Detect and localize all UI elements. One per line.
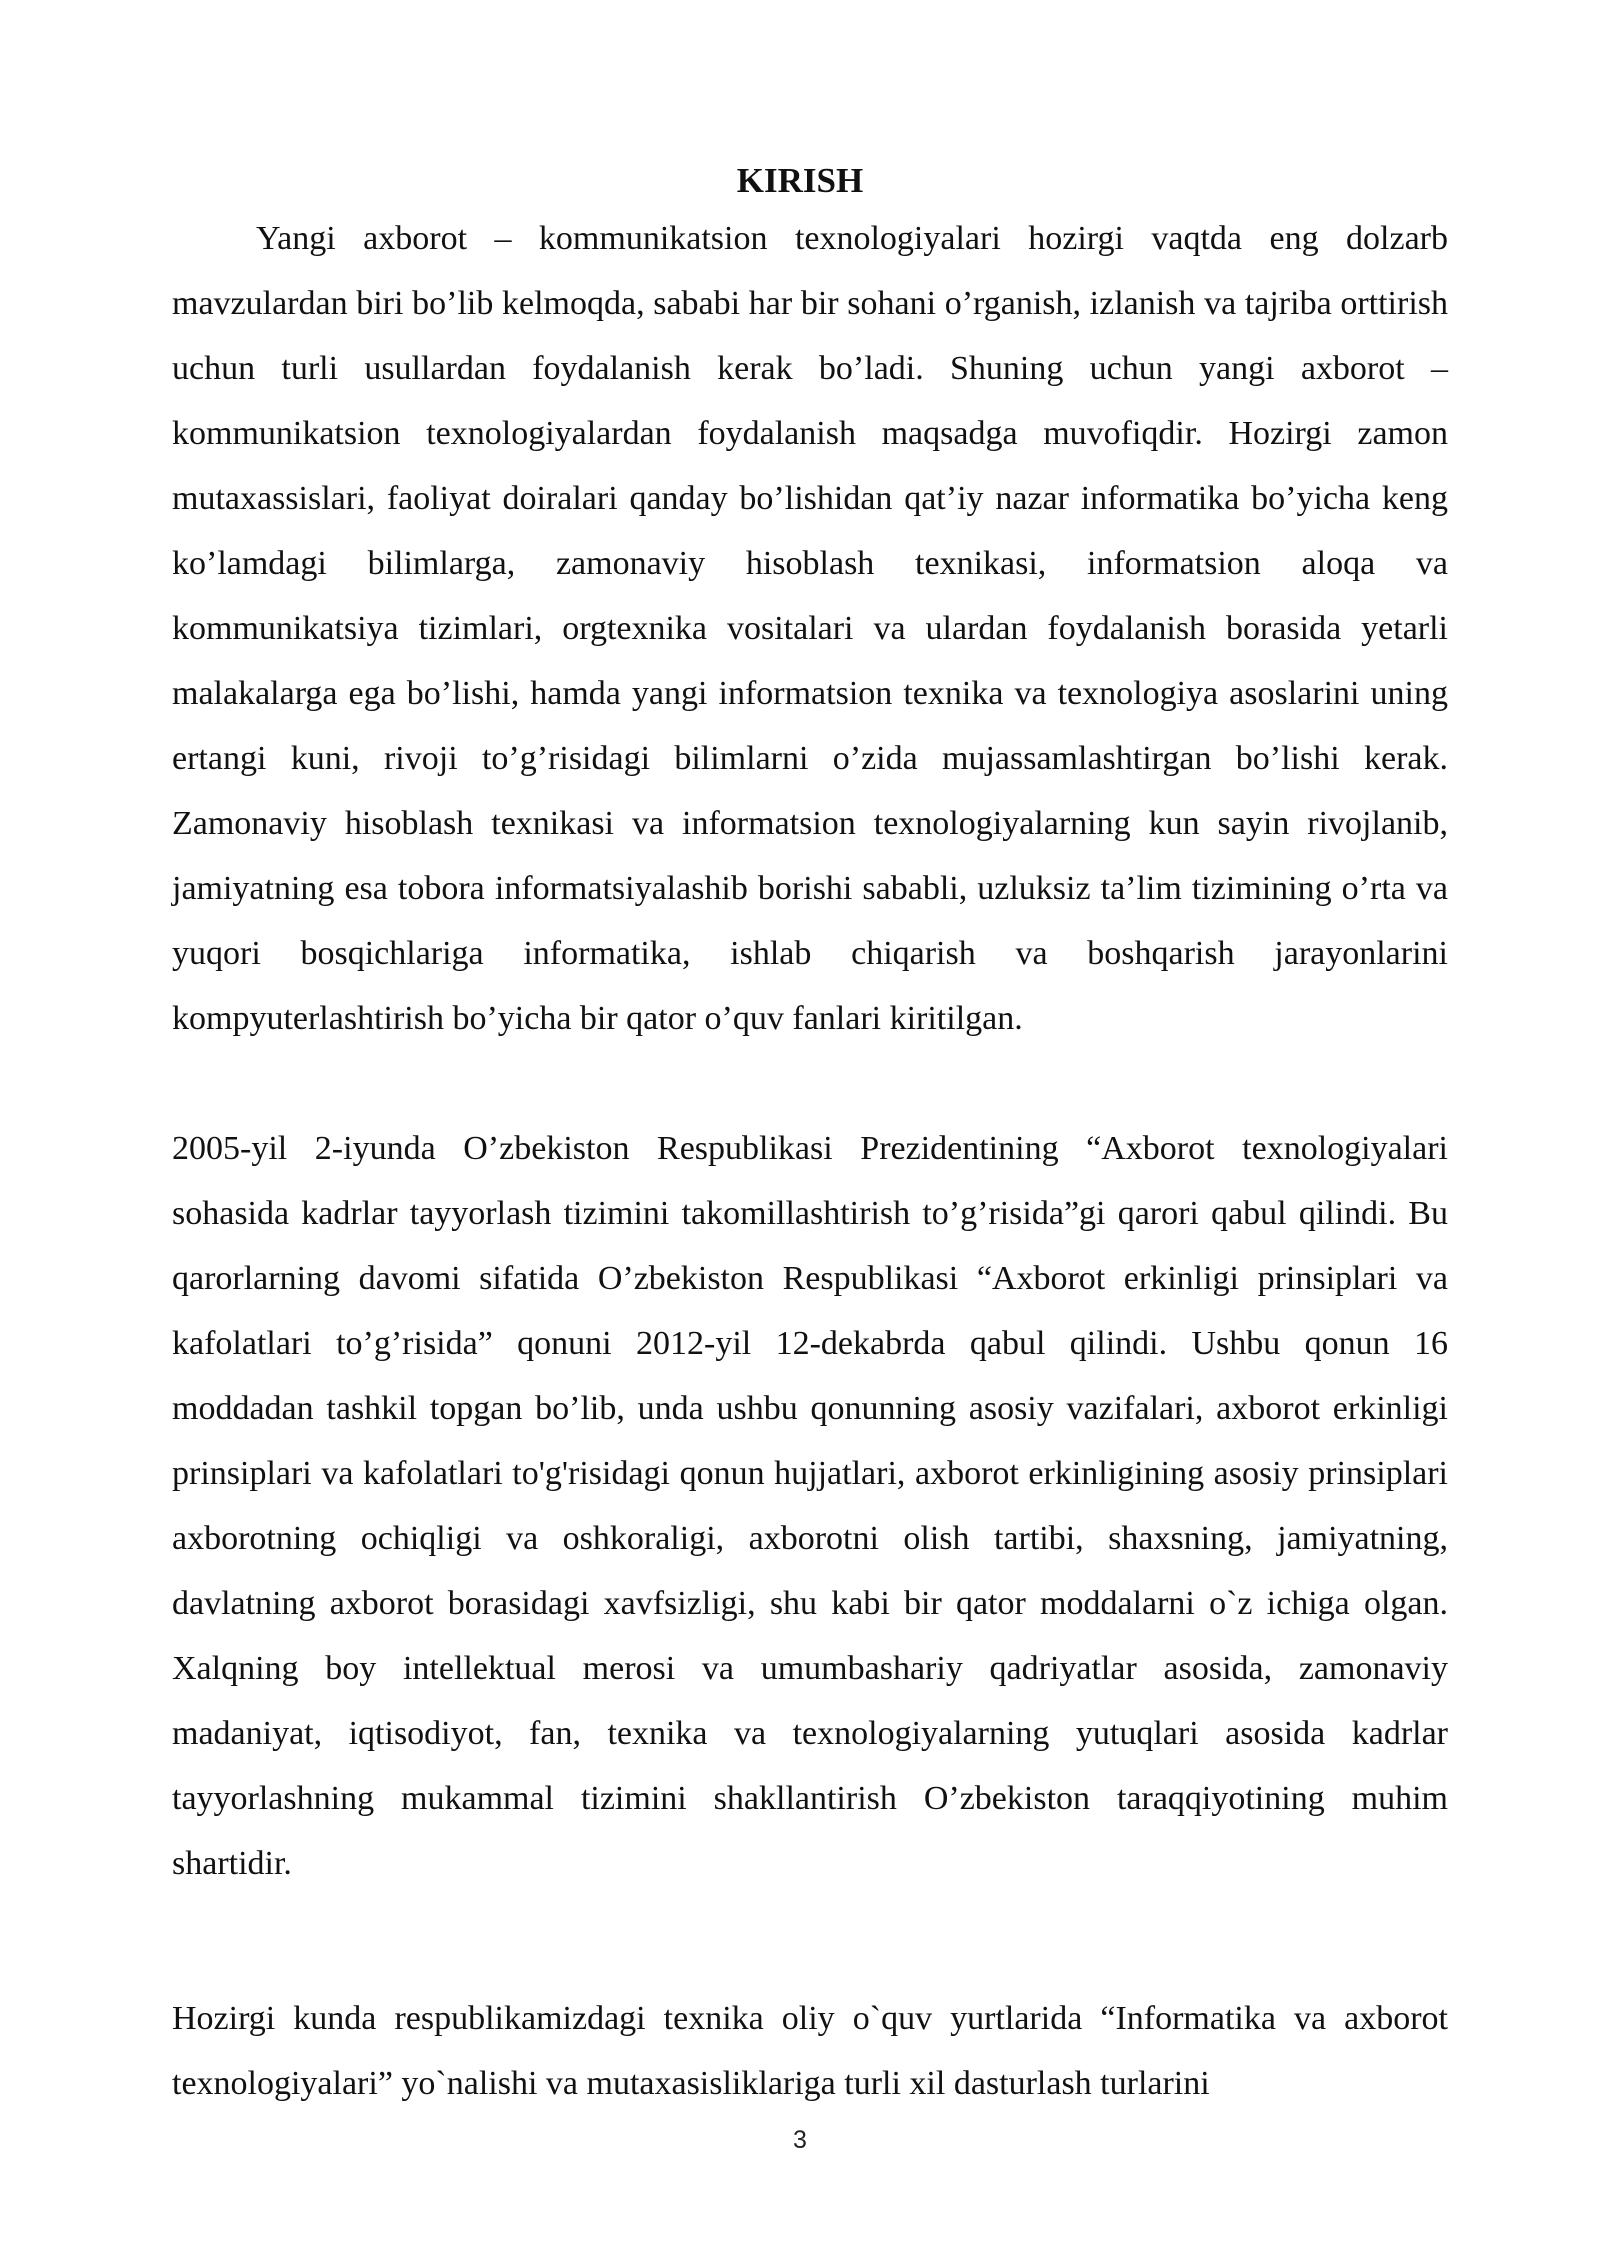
intro-paragraph: Yangi axborot – kommunikatsion texnologiyalari hozirgi vaqtda eng dolzarb mavzulardan biri bo’lib kelmoqda, sababi har bir sohani o’rganish, izlanish va tajriba orttirish uchun turli usullardan foydalanish kerak bo’ladi. Shuning uchun yangi axborot – kommunikatsion texnologiyalardan foydalanish maqsadga muvofiqdir. Hozirgi zamon mutaxassislari, faoliyat doiralari qanday bo’lishidan qat’iy nazar informatika bo’yicha keng ko’lamdagi bilimlarga, zamonaviy hisoblash texnikasi, informatsion aloqa va kommunikatsiya tizimlari, orgtexnika vositalari va ulardan foydalanish borasida yetarli malakalarga ega bo’lishi, hamda yangi informatsion texnika va texnologiya asoslarini uning ertangi kuni, rivoji to’g’risidagi bilimlarni o’zida mujassamlashtirgan bo’lishi kerak. Zamonaviy hisoblash texnikasi va informatsion texnologiyalarning kun sayin rivojlanib, jamiyatning esa tobora informatsiyalashib borishi sababli, uzluksiz ta’lim tizimining o’rta va yuqori bosqichlariga informatika, ishlab chiqarish va boshqarish jarayonlarini kompyuterlashtirish bo’yicha bir qator o’quv fanlari kiritilgan.: [172, 220, 1448, 1037]
education-paragraph: Hozirgi kunda respublikamizdagi texnika oliy o`quv yurtlarida “Informatika va axborot texnologiyalari” yo`nalishi va mutaxasisliklariga turli xil dasturlash turlarini: [172, 2000, 1448, 2102]
legislation-paragraph: 2005-yil 2-iyunda O’zbekiston Respublikasi Prezidentining “Axborot texnologiyalari sohasida kadrlar tayyorlash tizimini takomillashtirish to’g’risida”gi qarori qabul qilindi. Bu qarorlarning davomi sifatida O’zbekiston Respublikasi “Axborot erkinligi prinsiplari va kafolatlari to’g’risida” qonuni 2012-yil 12-dekabrda qabul qilindi. Ushbu qonun 16 moddadan tashkil topgan bo’lib, unda ushbu qonunning asosiy vazifalari, axborot erkinligi prinsiplari va kafolatlari to'g'risidagi qonun hujjatlari, axborot erkinligining asosiy prinsiplari axborotning ochiqligi va oshkoraligi, axborotni olish tartibi, shaxsning, jamiyatning, davlatning axborot borasidagi xavfsizligi, shu kabi bir qator moddalarni o`z ichiga olgan. Xalqning boy intellektual merosi va umumbashariy qadriyatlar asosida, zamonaviy madaniyat, iqtisodiyot, fan, texnika va texnologiyalarning yutuqlari asosida kadrlar tayyorlashning mukammal tizimini shakllantirish O’zbekiston taraqqiyotining muhim shartidir.: [172, 1130, 1448, 1882]
page-number: 3: [793, 2126, 807, 2154]
section-title: KIRISH: [736, 161, 864, 200]
